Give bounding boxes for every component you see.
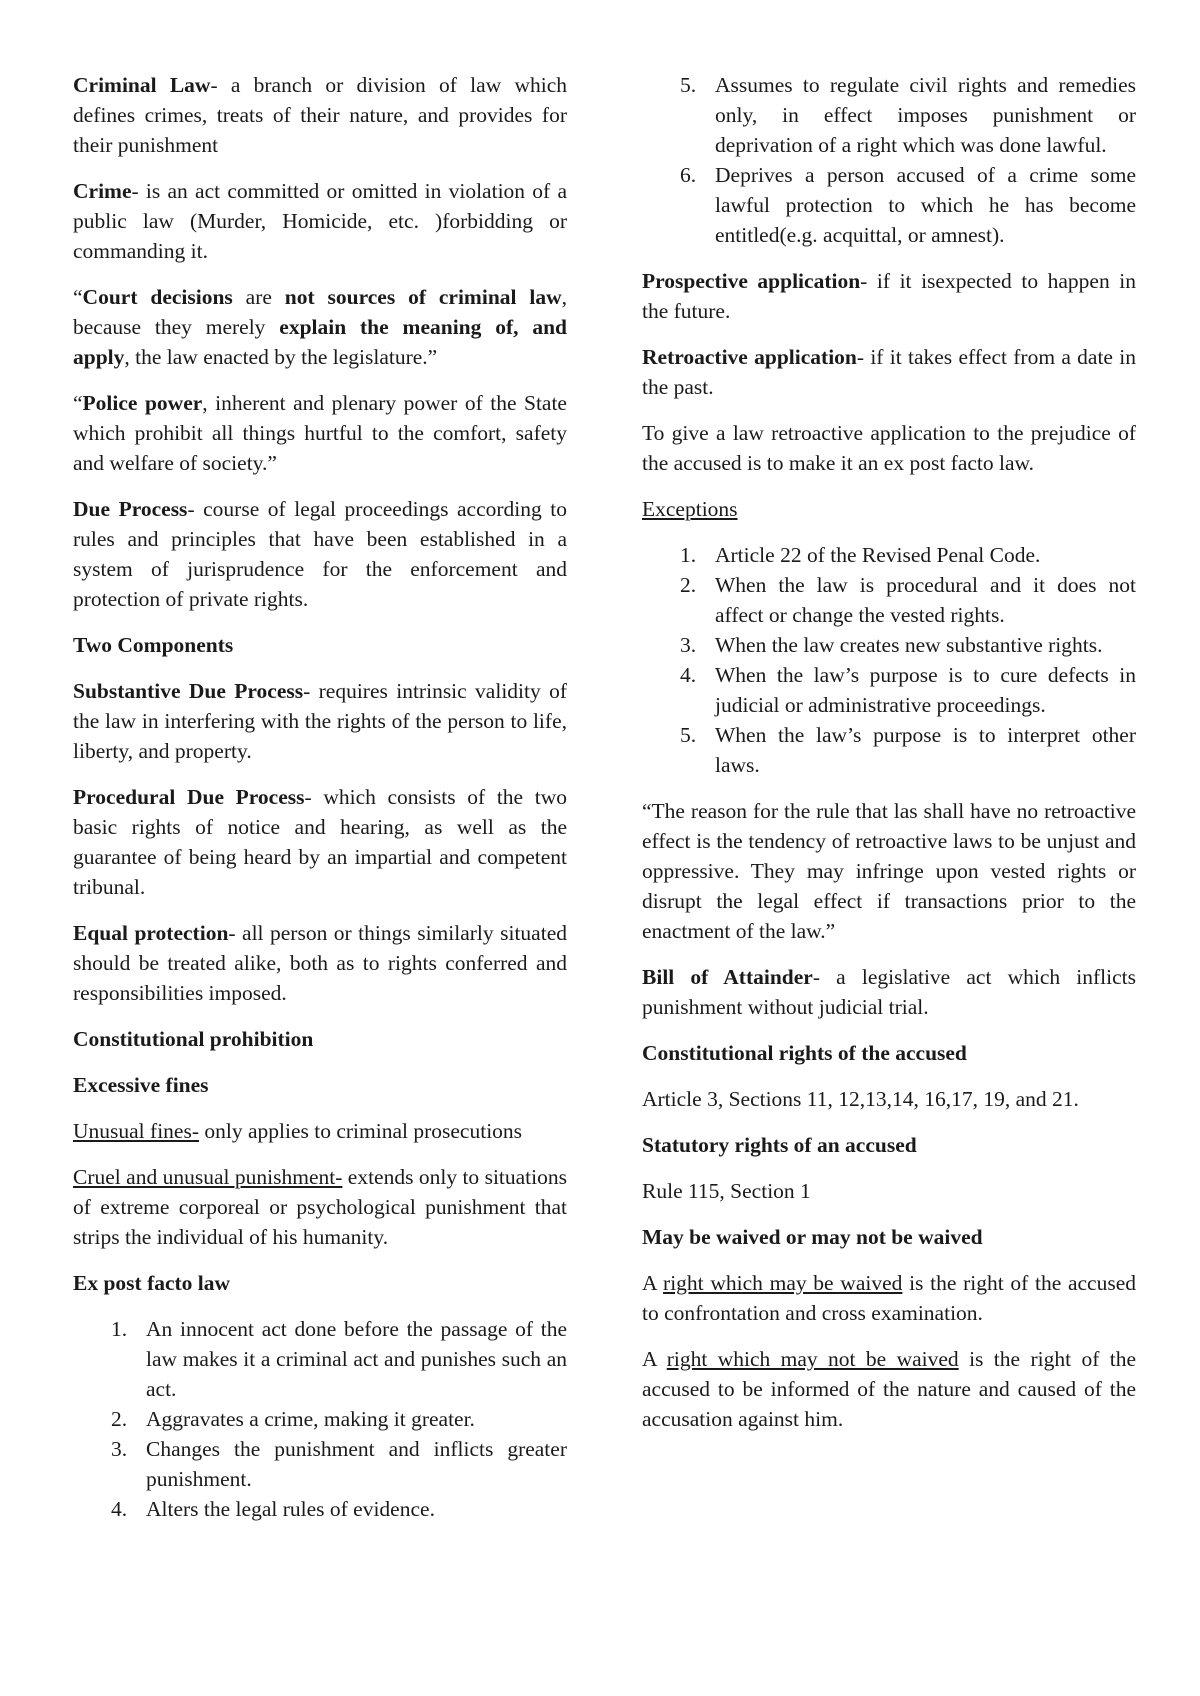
term: Retroactive application — [642, 345, 857, 369]
list-text: Article 22 of the Revised Penal Code. — [715, 543, 1041, 567]
quote-reason-for-rule: “The reason for the rule that las shall have no retroactive effect is the tendency of retroactive laws to be unjust and oppressive. They may infringe upon vested rights or disrupt the legal effect if transactions prior to the enactment of the law.” — [642, 799, 1136, 943]
text: A — [642, 1347, 667, 1371]
definition-due-process — [73, 494, 567, 614]
definition-crime — [73, 176, 567, 266]
term: Procedural Due Process — [73, 785, 305, 809]
paragraph-may-be-waived — [642, 1268, 1136, 1328]
list-text: An innocent act done before the passage of the law makes it a criminal act and punishes such an act. — [146, 1317, 567, 1401]
definition-bill-of-attainder — [642, 962, 1136, 1022]
list-item — [73, 1494, 567, 1524]
heading-ex-post-facto: Ex post facto law — [73, 1271, 231, 1295]
list-item — [73, 1314, 567, 1404]
heading-two-components: Two Components — [73, 633, 234, 657]
heading-excessive-fines: Excessive fines — [73, 1073, 209, 1097]
term: Unusual fines- — [73, 1119, 199, 1143]
definition-text: - course of legal proceedings according to rules and principles that have been established in a system of jurisprudence for the enforcement and protection of private rights. — [73, 497, 568, 611]
definition-text: - a legislative act which inflicts punishment without judicial trial. — [642, 965, 1136, 1019]
term: Bill of Attainder — [642, 965, 813, 989]
definition-text: - is an act committed or omitted in violation of a public law (Murder, Homicide, etc. )forbidding or commanding it. — [73, 179, 567, 263]
list-number: 4. — [111, 1497, 128, 1521]
list-text: When the law is procedural and it does not affect or change the vested rights. — [715, 573, 1136, 627]
quote-mark: “ — [73, 285, 83, 309]
definition-text: - which consists of the two basic rights of notice and hearing, as well as the guarantee of being heard by an impartial and competent tribunal. — [73, 785, 567, 899]
exceptions-list — [642, 540, 1136, 780]
text: , inherent and plenary power of the State which prohibit all things hurtful to the comfort, safety and welfare of society.” — [73, 391, 567, 475]
bold-text: not sources of criminal law — [284, 285, 562, 309]
quote-police-power — [73, 388, 567, 478]
list-text: Alters the legal rules of evidence. — [146, 1497, 435, 1521]
definition-text: extends only to situations of extreme corporeal or psychological punishment that strips the individual of his humanity. — [73, 1165, 567, 1249]
list-text: When the law creates new substantive rights. — [715, 633, 1103, 657]
list-item — [642, 540, 1136, 570]
list-number: 6. — [680, 163, 697, 187]
definition-cruel-punishment — [73, 1162, 567, 1252]
definition-substantive-due-process — [73, 676, 567, 766]
list-item — [642, 160, 1136, 250]
term: Criminal Law — [73, 73, 211, 97]
definition-text: - if it takes effect from a date in the past. — [642, 345, 1136, 399]
definition-text: - requires intrinsic validity of the law in interfering with the rights of the person to life, liberty, and property. — [73, 679, 567, 763]
list-item — [642, 720, 1136, 780]
term: Cruel and unusual punishment- — [73, 1165, 343, 1189]
list-item — [73, 1404, 567, 1434]
definition-prospective-application — [642, 266, 1136, 326]
list-item — [73, 1434, 567, 1494]
statutory-rights-text: Rule 115, Section 1 — [642, 1179, 811, 1203]
list-item — [642, 630, 1136, 660]
text: , the law enacted by the legislature.” — [124, 345, 438, 369]
heading-constitutional-rights: Constitutional rights of the accused — [642, 1041, 967, 1065]
term: Prospective application — [642, 269, 861, 293]
ex-post-facto-list-continued — [642, 70, 1136, 250]
bold-text: Court decisions — [82, 285, 233, 309]
paragraph-may-not-be-waived — [642, 1344, 1136, 1434]
definition-text: - a branch or division of law which defines crimes, treats of their nature, and provides for their punishment — [73, 73, 567, 157]
underlined-text: right which may not be waived — [666, 1347, 959, 1371]
list-number: 2. — [111, 1407, 128, 1431]
definition-retroactive-application — [642, 342, 1136, 402]
list-text: When the law’s purpose is to interpret other laws. — [715, 723, 1136, 777]
text: is the right of the accused to confrontation and cross examination. — [642, 1271, 1137, 1325]
list-text: Assumes to regulate civil rights and remedies only, in effect imposes punishment or deprivation of a right which was done lawful. — [715, 73, 1136, 157]
quote-mark: “ — [73, 391, 83, 415]
list-number: 1. — [680, 543, 697, 567]
right-column — [642, 70, 1136, 1450]
heading-constitutional-prohibition: Constitutional prohibition — [73, 1027, 314, 1051]
list-number: 2. — [680, 573, 697, 597]
definition-text: only applies to criminal prosecutions — [199, 1119, 523, 1143]
left-column — [73, 70, 567, 1540]
list-item — [642, 70, 1136, 160]
underlined-heading: Exceptions — [642, 497, 738, 521]
definition-text: - if it isexpected to happen in the future. — [642, 269, 1136, 323]
term: Crime — [73, 179, 132, 203]
text: is the right of the accused to be informed of the nature and caused of the accusation against him. — [642, 1347, 1137, 1431]
bold-text: explain the meaning of, and apply — [73, 315, 568, 369]
definition-unusual-fines — [73, 1116, 567, 1146]
list-text: Aggravates a crime, making it greater. — [146, 1407, 475, 1431]
list-number: 3. — [111, 1437, 128, 1461]
heading-waived: May be waived or may not be waived — [642, 1225, 983, 1249]
text: , because they merely — [73, 285, 567, 339]
constitutional-rights-text: Article 3, Sections 11, 12,13,14, 16,17, 19, and 21. — [642, 1087, 1079, 1111]
retroactive-paragraph: To give a law retroactive application to the prejudice of the accused is to make it an ex post facto law. — [642, 421, 1136, 475]
text: are — [232, 285, 285, 309]
list-text: Deprives a person accused of a crime some lawful protection to which he has become entitled(e.g. acquittal, or amnest). — [715, 163, 1136, 247]
term: Substantive Due Process — [73, 679, 304, 703]
list-number: 5. — [680, 723, 697, 747]
list-number: 4. — [680, 663, 697, 687]
heading-exceptions — [642, 494, 1136, 524]
heading-statutory-rights: Statutory rights of an accused — [642, 1133, 917, 1157]
list-text: When the law’s purpose is to cure defects in judicial or administrative proceedings. — [715, 663, 1136, 717]
list-item — [642, 660, 1136, 720]
list-text: Changes the punishment and inflicts greater punishment. — [146, 1437, 567, 1491]
definition-criminal-law — [73, 70, 567, 160]
quote-court-decisions — [73, 282, 567, 372]
list-number: 5. — [680, 73, 697, 97]
definition-equal-protection — [73, 918, 567, 1008]
definition-procedural-due-process — [73, 782, 567, 902]
list-number: 1. — [111, 1317, 128, 1341]
list-number: 3. — [680, 633, 697, 657]
definition-text: - all person or things similarly situated should be treated alike, both as to rights conferred and responsibilities imposed. — [73, 921, 567, 1005]
list-item — [642, 570, 1136, 630]
term: Due Process — [73, 497, 188, 521]
term: Equal protection — [73, 921, 229, 945]
ex-post-facto-list — [73, 1314, 567, 1524]
text: A — [642, 1271, 664, 1295]
bold-text: Police power — [82, 391, 203, 415]
underlined-text: right which may be waived — [663, 1271, 903, 1295]
